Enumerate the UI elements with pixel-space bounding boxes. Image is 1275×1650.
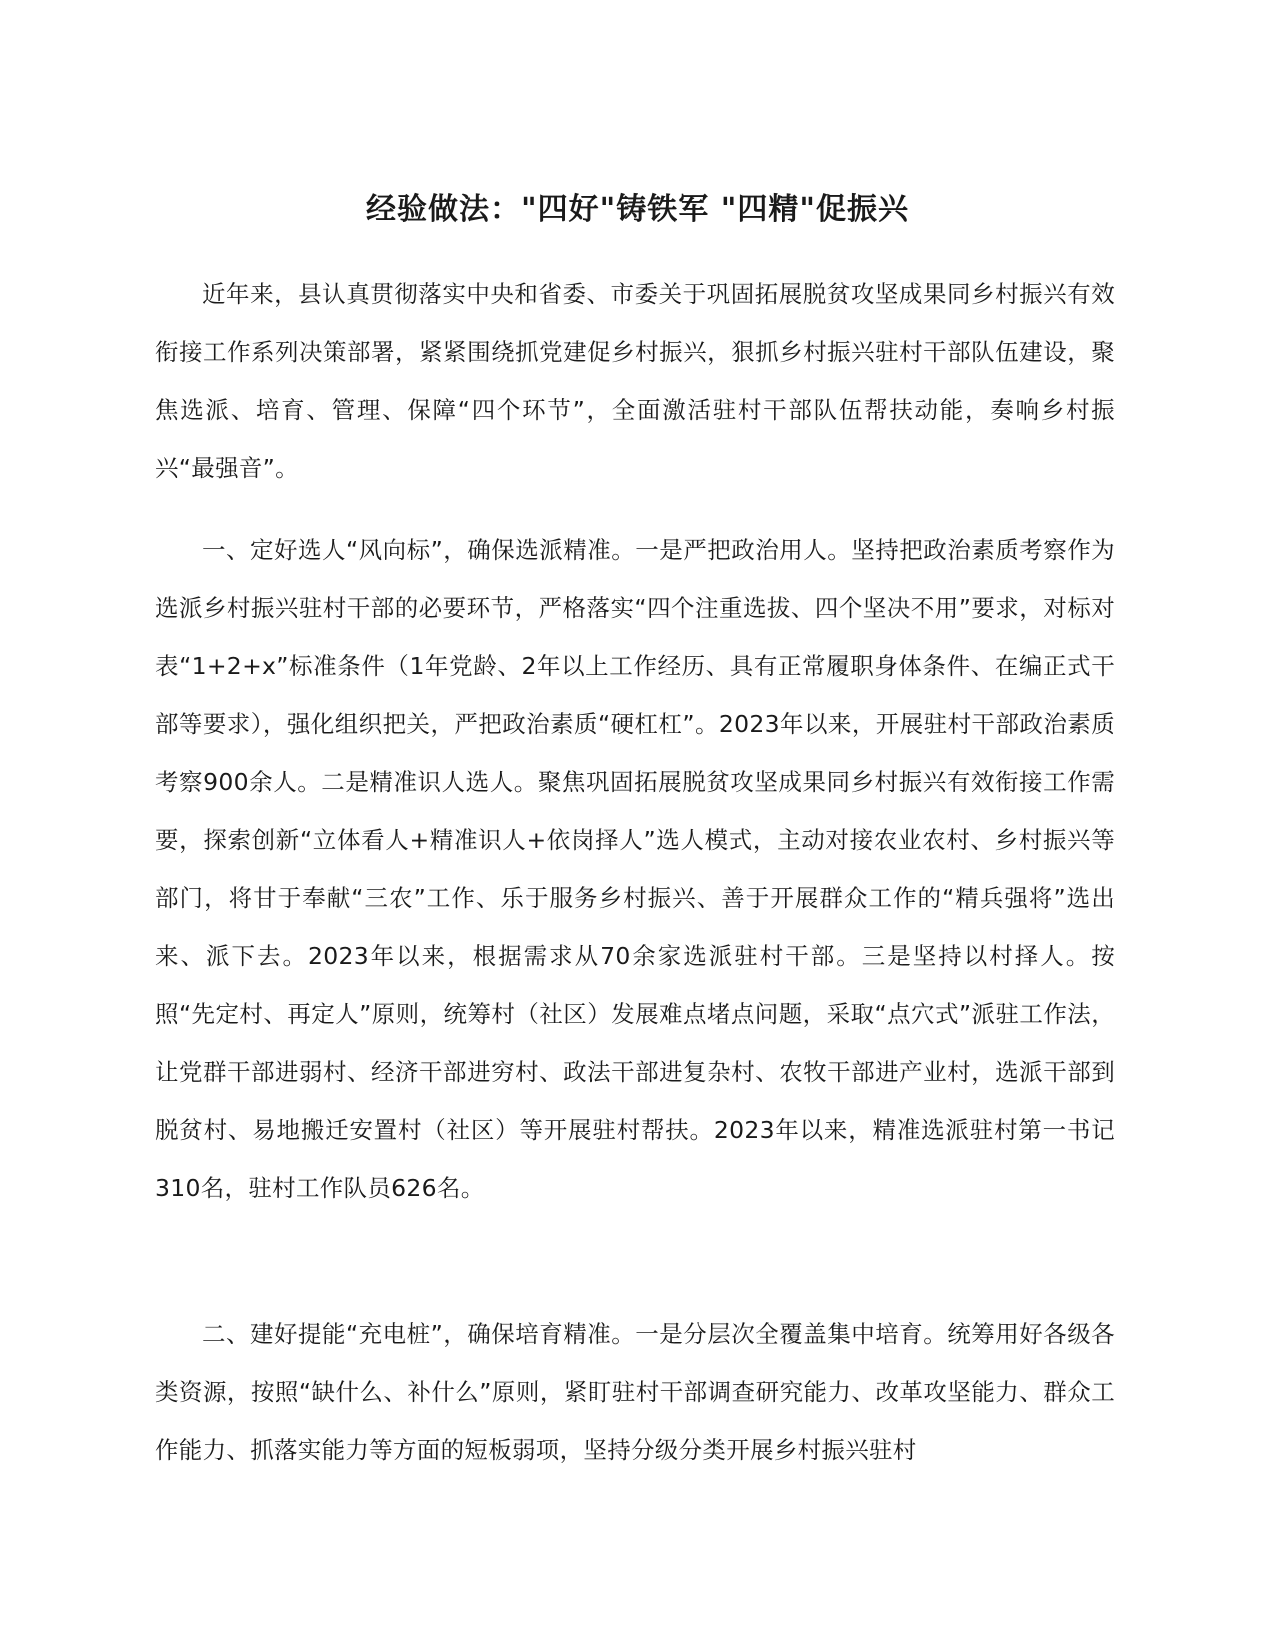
section-2-paragraph: 二、建好提能“充电桩”，确保培育精准。一是分层次全覆盖集中培育。统筹用好各级各类资源，按照“缺什么、补什么”原则，紧盯驻村干部调查研究能力、改革攻坚能力、群众工作能力、抓落实能力等方面的短板弱项，坚持分级分类开展乡村振兴驻村 (155, 1320, 1115, 1464)
intro-paragraph: 近年来，县认真贯彻落实中央和省委、市委关于巩固拓展脱贫攻坚成果同乡村振兴有效衔接工作系列决策部署，紧紧围绕抓党建促乡村振兴，狠抓乡村振兴驻村干部队伍建设，聚焦选派、培育、管理、保障“四个环节”，全面激活驻村干部队伍帮扶动能，奏响乡村振兴“最强音”。 (155, 280, 1115, 482)
section-1-paragraph: 一、定好选人“风向标”，确保选派精准。一是严把政治用人。坚持把政治素质考察作为选派乡村振兴驻村干部的必要环节，严格落实“四个注重选拔、四个坚决不用”要求，对标对表“1+2+x”标准条件（1年党龄、2年以上工作经历、具有正常履职身体条件、在编正式干部等要求），强化组织把关，严把政治素质“硬杠杠”。2023年以来，开展驻村干部政治素质考察900余人。二是精准识人选人。聚焦巩固拓展脱贫攻坚成果同乡村振兴有效衔接工作需要，探索创新“立体看人+精准识人+依岗择人”选人模式，主动对接农业农村、乡村振兴等部门，将甘于奉献“三农”工作、乐于服务乡村振兴、善于开展群众工作的“精兵强将”选出来、派下去。2023年以来，根据需求从70余家选派驻村干部。三是坚持以村择人。按照“先定村、再定人”原则，统筹村（社区）发展难点堵点问题，采取“点穴式”派驻工作法，让党群干部进弱村、经济干部进穷村、政法干部进复杂村、农牧干部进产业村，选派干部到脱贫村、易地搬迁安置村（社区）等开展驻村帮扶。2023年以来，精准选派驻村第一书记310名，驻村工作队员626名。 (155, 536, 1115, 1202)
document-title: 经验做法："四好"铸铁军 "四精"促振兴 (366, 192, 909, 227)
